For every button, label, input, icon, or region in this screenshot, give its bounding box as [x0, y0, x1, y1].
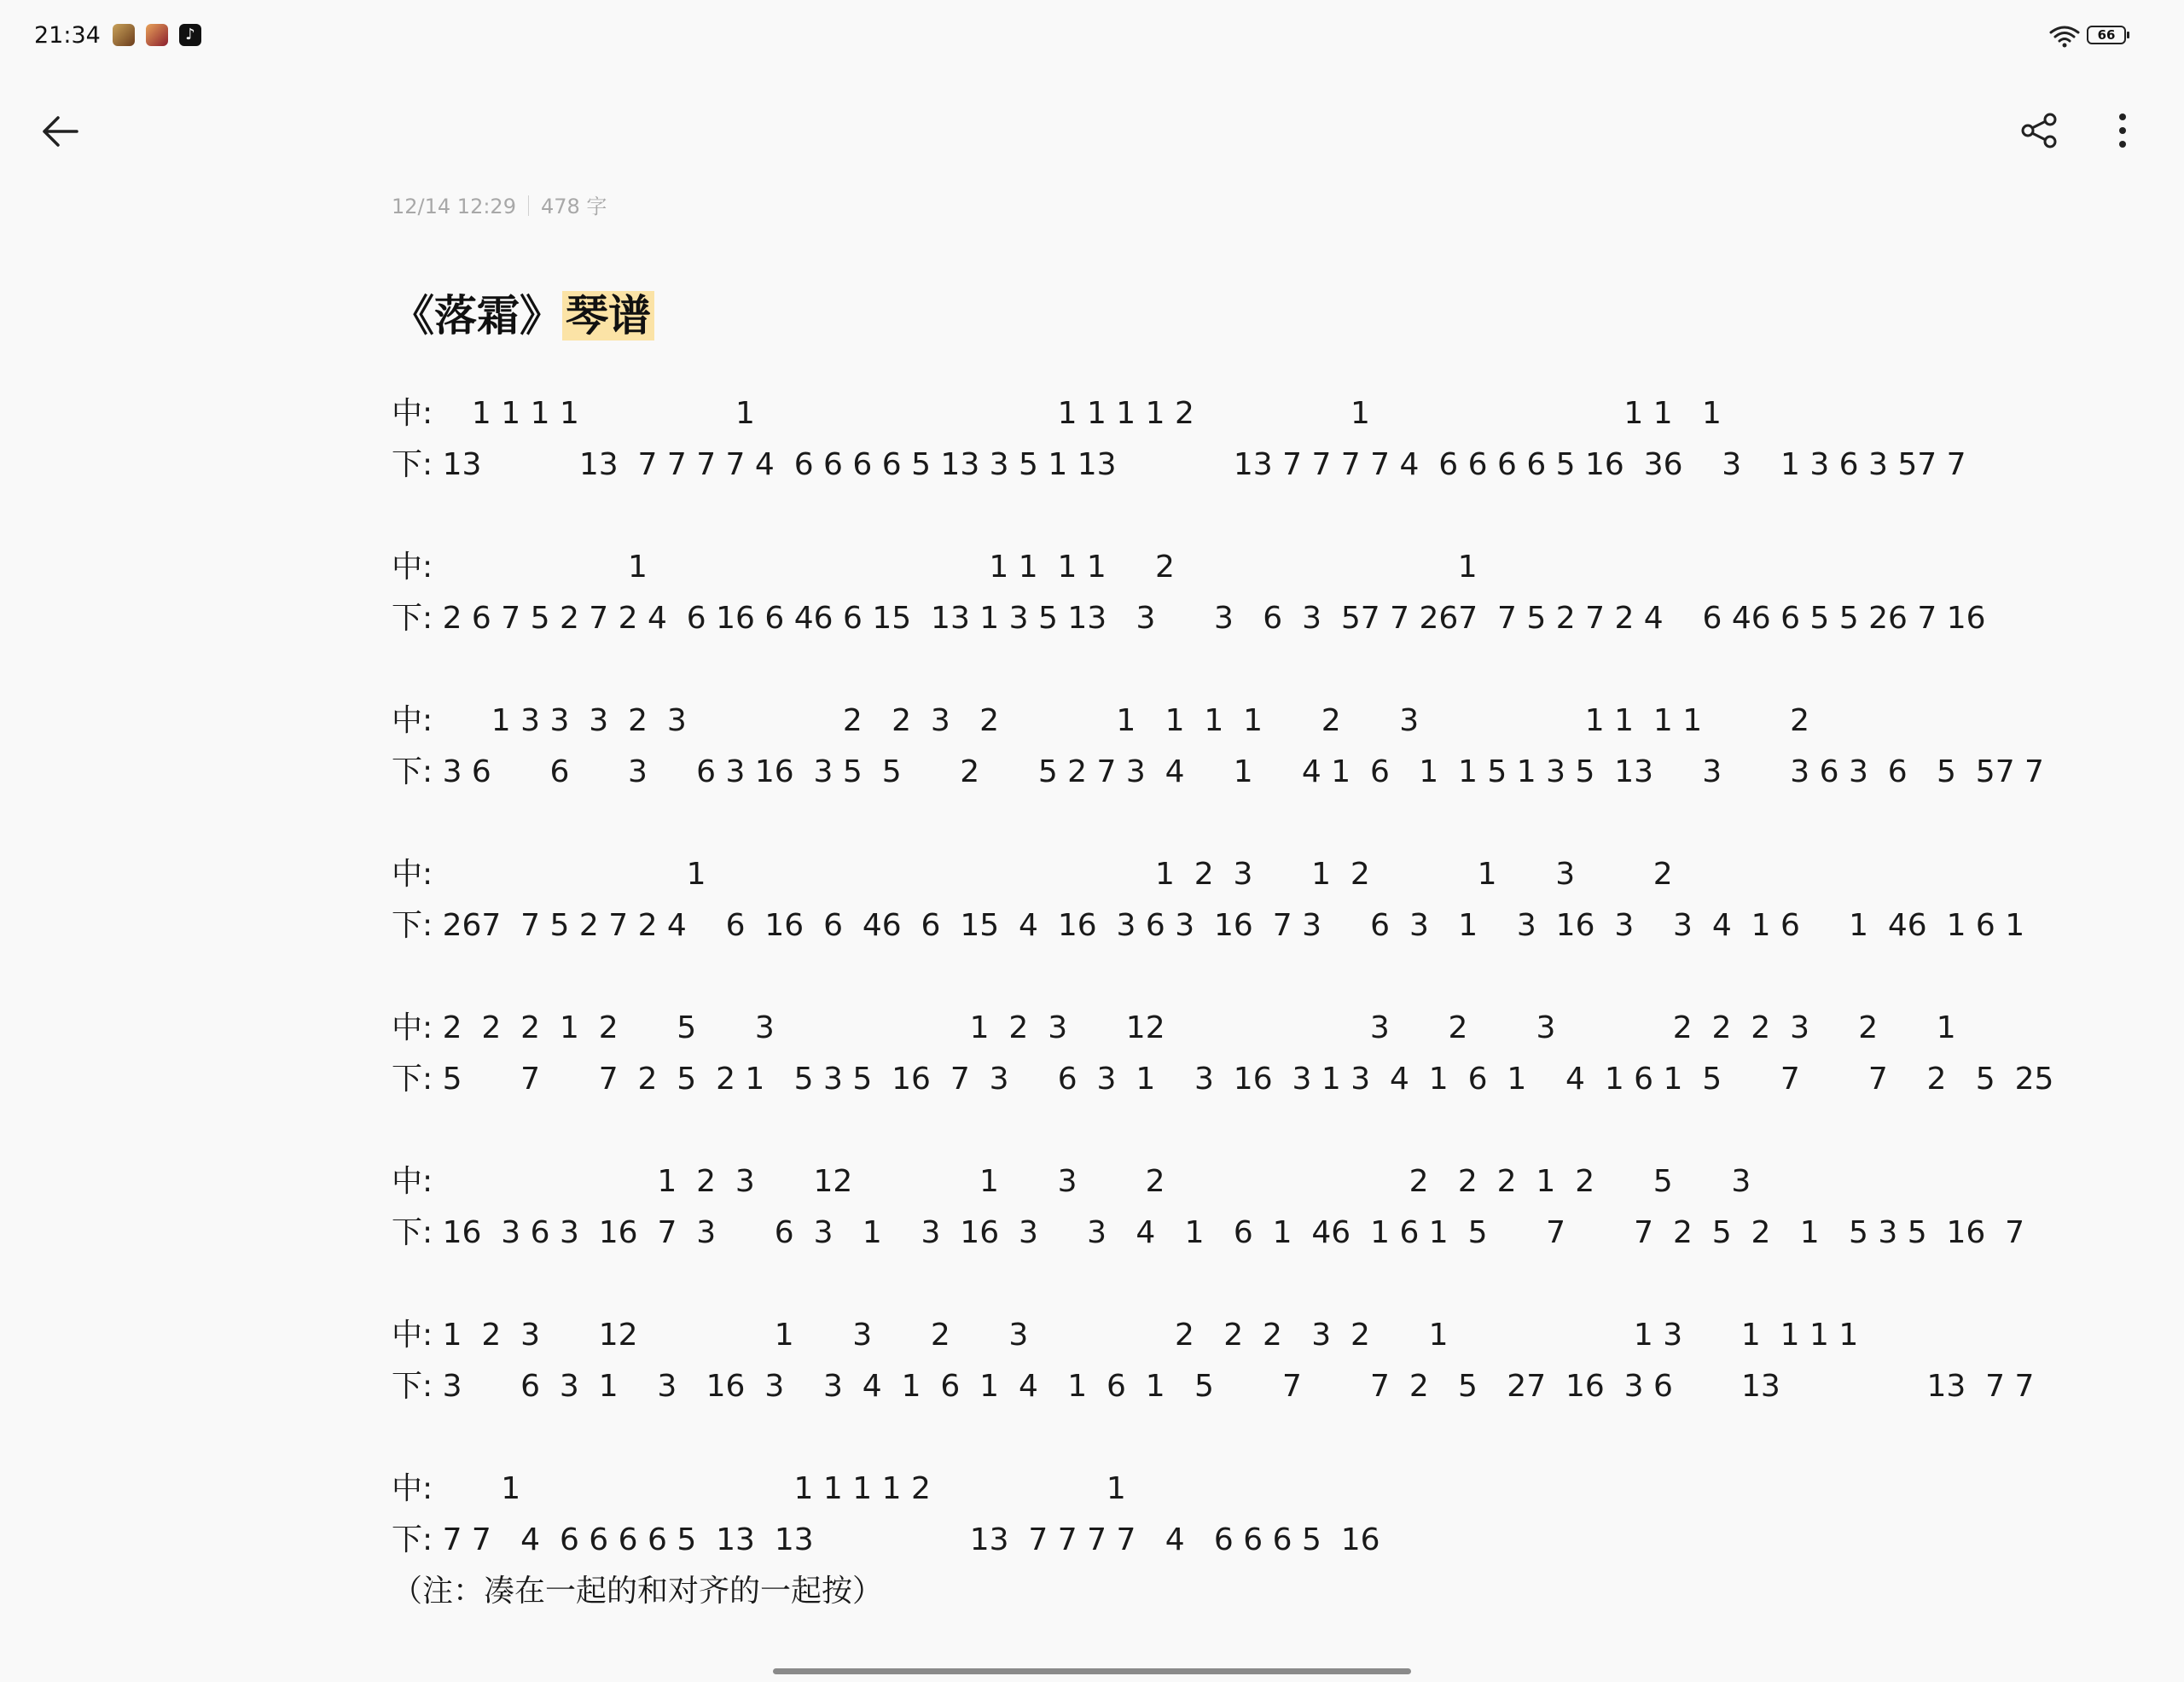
middle-row-line: 中: 1 1 1 1 1 2 1 — [392, 550, 1478, 585]
blank-line — [392, 644, 2053, 695]
lower-row-line: 下: 5 7 7 2 5 2 1 5 3 5 16 7 3 6 3 1 3 16 3 1 3 4 1 6 1 4 1 6 1 5 7 7 2 5 25 — [392, 1062, 2054, 1097]
note-date: 12/14 12:29 — [392, 195, 516, 218]
middle-row-line: 中: 1 1 2 3 1 2 1 3 2 — [392, 857, 1673, 892]
game-app-icon — [113, 24, 135, 46]
middle-row-line: 中: 1 2 3 12 1 3 2 3 2 2 2 3 2 1 1 3 1 1 1 1 — [392, 1318, 1859, 1353]
status-time: 21:34 — [34, 22, 101, 49]
lower-row-line: 下: 13 13 7 7 7 7 4 6 6 6 6 5 13 3 5 1 13 13 7 7 7 7 4 6 6 6 6 5 16 36 3 1 3 6 3 57 7 — [392, 447, 1966, 482]
meta-divider — [528, 195, 529, 216]
lower-row-line: 下: 267 7 5 2 7 2 4 6 16 6 46 6 15 4 16 3 6 3 16 7 3 6 3 1 3 16 3 3 4 1 6 1 46 1 6 1 — [392, 908, 2025, 943]
battery-indicator: 66 — [2087, 26, 2126, 44]
more-button[interactable] — [2107, 109, 2138, 152]
note-title[interactable] — [392, 282, 654, 343]
middle-row-line: 中: 1 1 1 1 1 1 1 1 1 2 1 1 1 1 — [392, 396, 1722, 431]
wifi-icon — [2049, 24, 2080, 48]
lower-row-line: 下: 2 6 7 5 2 7 2 4 6 16 6 46 6 15 13 1 3 5 13 3 3 6 3 57 7 267 7 5 2 7 2 4 6 46 6 5 5 26 7 16 — [392, 601, 1986, 636]
tiktok-icon: ♪ — [179, 24, 201, 46]
game-app-icon-2 — [146, 24, 168, 46]
share-icon — [2020, 111, 2059, 150]
note-meta — [392, 189, 607, 219]
footnote: （注：凑在一起的和对齐的一起按） — [392, 1574, 884, 1609]
back-button[interactable] — [38, 111, 85, 152]
lower-row-line: 下: 16 3 6 3 16 7 3 6 3 1 3 16 3 3 4 1 6 1 46 1 6 1 5 7 7 2 5 2 1 5 3 5 16 7 — [392, 1215, 2025, 1250]
lower-row-line: 下: 7 7 4 6 6 6 6 5 13 13 13 7 7 7 7 4 6 6 6 5 16 — [392, 1522, 1380, 1557]
score-lines[interactable] — [392, 388, 2053, 1617]
middle-row-line: 中: 1 1 1 1 1 2 1 — [392, 1471, 1126, 1506]
status-bar — [0, 0, 2184, 77]
middle-row-line: 中: 1 2 3 12 1 3 2 2 2 2 1 2 5 3 — [392, 1164, 1751, 1199]
note-title-text: 《落霜》 — [392, 291, 562, 340]
blank-line — [392, 952, 2053, 1003]
blank-line — [392, 1105, 2053, 1156]
middle-row-line: 中: 1 3 3 3 2 3 2 2 3 2 1 1 1 1 2 3 1 1 1 1 2 — [392, 703, 1810, 738]
lower-row-line: 下: 3 6 3 1 3 16 3 3 4 1 6 1 4 1 6 1 5 7 7 2 5 27 16 3 6 13 13 7 7 — [392, 1369, 2035, 1404]
share-button[interactable] — [2020, 111, 2059, 150]
arrow-left-icon — [38, 111, 85, 152]
blank-line — [392, 798, 2053, 849]
home-indicator[interactable] — [773, 1668, 1411, 1674]
blank-line — [392, 1259, 2053, 1310]
middle-row-line: 中: 2 2 2 1 2 5 3 1 2 3 12 3 2 3 2 2 2 3 2 1 — [392, 1010, 1956, 1045]
blank-line — [392, 491, 2053, 542]
note-char-count: 478 字 — [540, 195, 607, 218]
lower-row-line: 下: 3 6 6 3 6 3 16 3 5 5 2 5 2 7 3 4 1 4 1 6 1 1 5 1 3 5 13 3 3 6 3 6 5 57 7 — [392, 754, 2044, 789]
note-title-highlight: 琴谱 — [562, 291, 654, 340]
blank-line — [392, 1412, 2053, 1464]
more-vertical-icon — [2107, 109, 2138, 152]
